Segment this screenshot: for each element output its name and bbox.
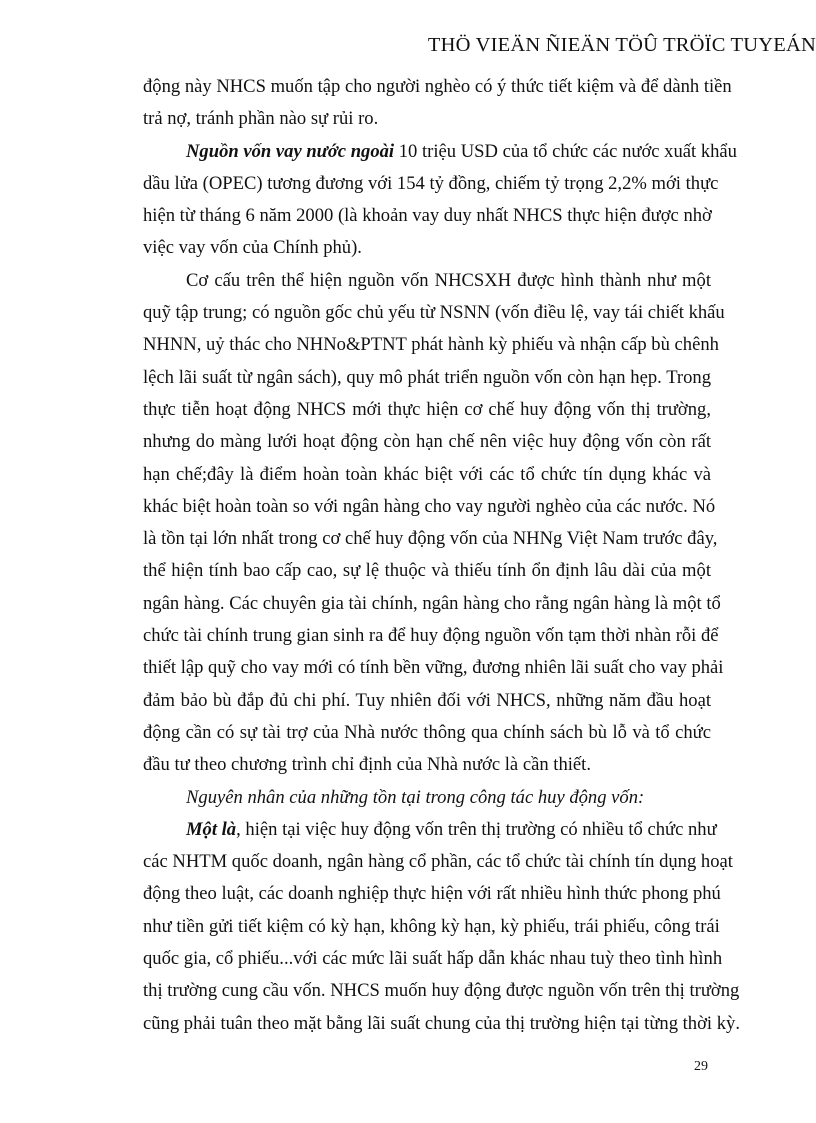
page-header-title: THÖ VIEÄN ÑIEÄN TÖÛ TRÖÏC TUYEÁN xyxy=(427,34,816,56)
line-text: , hiện tại việc huy động vốn trên thị trường có nhiều tổ chức như xyxy=(236,818,717,840)
document-body xyxy=(143,71,740,1040)
text-line xyxy=(143,136,737,168)
text-line: hiện từ tháng 6 năm 2000 (là khoản vay duy nhất NHCS thực hiện được nhờ xyxy=(143,205,712,227)
text-line: là tồn tại lớn nhất trong cơ chế huy động vốn của NHNg Việt Nam trước đây, xyxy=(143,528,718,550)
text-line xyxy=(143,814,717,846)
text-line: NHNN, uỷ thác cho NHNo&PTNT phát hành kỳ phiếu và nhận cấp bù chênh xyxy=(143,334,719,356)
page-number: 29 xyxy=(694,1059,708,1074)
text-line: dầu lửa (OPEC) tương đương với 154 tỷ đồng, chiếm tỷ trọng 2,2% mới thực xyxy=(143,172,719,194)
paragraph-1 xyxy=(143,71,732,136)
text-line: ngân hàng. Các chuyên gia tài chính, ngân hàng cho rằng ngân hàng là một tổ xyxy=(143,592,721,614)
paragraph-4-italic-heading xyxy=(143,782,711,814)
text-line: quỹ tập trung; có nguồn gốc chủ yếu từ NSNN (vốn điều lệ, vay tái chiết khấu xyxy=(143,302,725,324)
text-line: cũng phải tuân theo mặt bằng lãi suất chung của thị trường hiện tại từng thời kỳ. xyxy=(143,1012,740,1034)
text-line: quốc gia, cổ phiếu...với các mức lãi suất hấp dẫn khác nhau tuỳ theo tình hình xyxy=(143,948,723,970)
text-line: thị trường cung cầu vốn. NHCS muốn huy động được nguồn vốn trên thị trường xyxy=(143,980,740,1002)
paragraph-5 xyxy=(143,814,740,1040)
text-line: khác biệt hoàn toàn so với ngân hàng cho vay người nghèo của các nước. Nó xyxy=(143,495,716,517)
paragraph-2 xyxy=(143,136,737,265)
text-line: nhưng do màng lưới hoạt động còn hạn chế nên việc huy động vốn còn rất xyxy=(143,431,711,453)
text-line: đảm bảo bù đắp đủ chi phí. Tuy nhiên đối với NHCS, những năm đầu hoạt xyxy=(143,689,711,711)
text-line: trả nợ, tránh phần nào sự rủi ro. xyxy=(143,108,379,130)
text-line: chức tài chính trung gian sinh ra để huy động nguồn vốn tạm thời nhàn rỗi để xyxy=(143,625,719,647)
line-text: 10 triệu USD của tổ chức các nước xuất khẩu xyxy=(394,140,737,162)
bold-italic-lead: Một là xyxy=(186,818,237,840)
text-line: động này NHCS muốn tập cho người nghèo có ý thức tiết kiệm và để dành tiền xyxy=(143,76,732,97)
text-line: thiết lập quỹ cho vay mới có tính bền vững, đương nhiên lãi suất cho vay phải xyxy=(143,657,724,679)
text-line: động cần có sự tài trợ của Nhà nước thông qua chính sách bù lỗ và tổ chức xyxy=(143,721,711,743)
text-line: lệch lãi suất từ ngân sách), quy mô phát triển nguồn vốn còn hạn hẹp. Trong xyxy=(143,366,711,388)
bold-italic-lead: Nguồn vốn vay nước ngoài xyxy=(186,140,395,162)
text-line: các NHTM quốc doanh, ngân hàng cổ phần, các tổ chức tài chính tín dụng hoạt xyxy=(143,851,733,873)
italic-subheading: Nguyên nhân của những tồn tại trong công tác huy động vốn: xyxy=(186,786,645,808)
text-line: động theo luật, các doanh nghiệp thực hiện với rất nhiều hình thức phong phú xyxy=(143,883,721,905)
text-line: Cơ cấu trên thể hiện nguồn vốn NHCSXH được hình thành như một xyxy=(186,269,711,291)
text-line: đầu tư theo chương trình chỉ định của Nhà nước là cần thiết. xyxy=(143,754,591,776)
paragraph-3 xyxy=(143,265,725,782)
text-line: hạn chế;đây là điểm hoàn toàn khác biệt với các tổ chức tín dụng khác và xyxy=(143,463,711,485)
text-line: thể hiện tính bao cấp cao, sự lệ thuộc và thiếu tính ổn định lâu dài của một xyxy=(143,560,711,582)
text-line: như tiền gửi tiết kiệm có kỳ hạn, không kỳ hạn, kỳ phiếu, trái phiếu, công trái xyxy=(143,915,720,937)
text-line: việc vay vốn của Chính phủ). xyxy=(143,237,362,259)
text-line: thực tiễn hoạt động NHCS mới thực hiện cơ chế huy động vốn thị trường, xyxy=(143,398,711,420)
